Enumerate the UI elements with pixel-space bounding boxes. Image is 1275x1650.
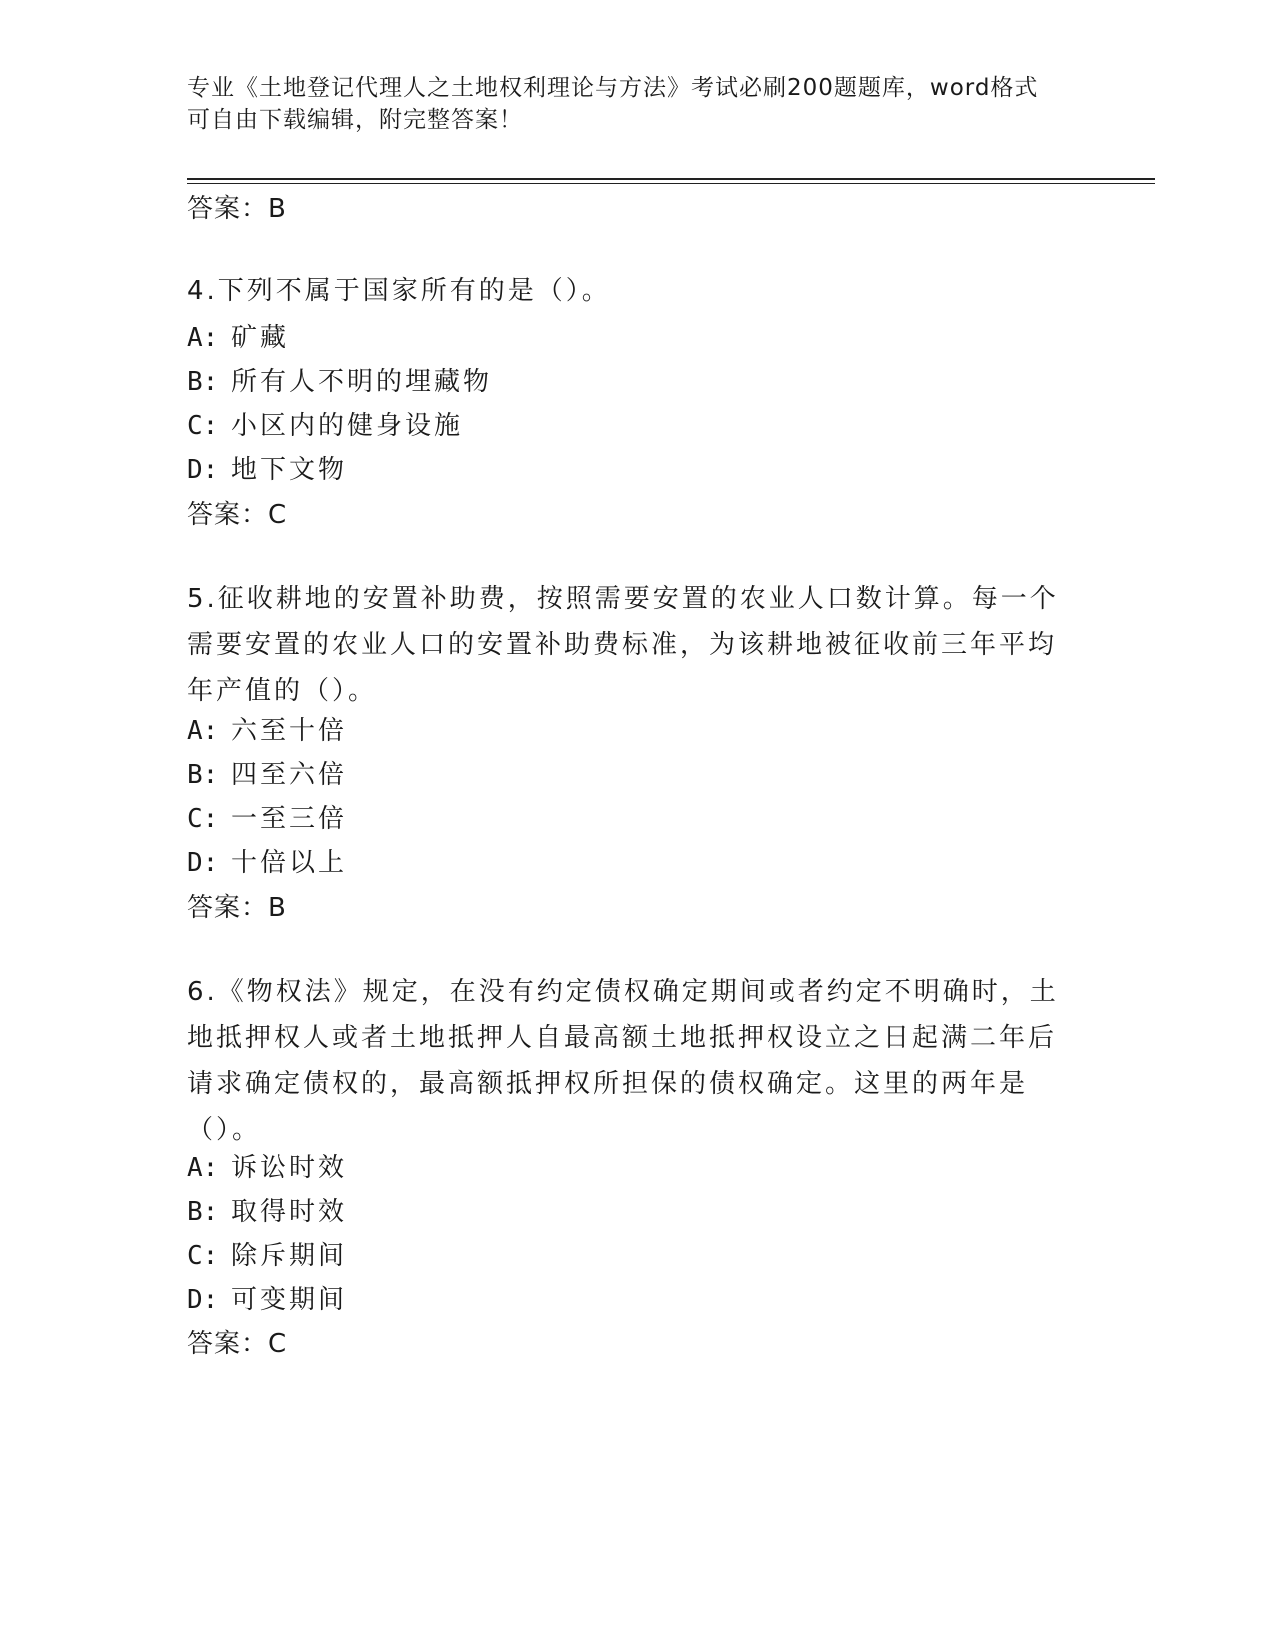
option-text: 所有人不明的埋藏物 <box>231 367 493 397</box>
option-text: 小区内的健身设施 <box>231 411 464 441</box>
header-divider-thick <box>187 178 1155 180</box>
header-divider-thin <box>187 183 1155 184</box>
option-text: 地下文物 <box>231 455 348 485</box>
question-4-option-b <box>187 365 492 399</box>
option-letter: D: <box>187 455 219 485</box>
option-letter: D: <box>187 848 219 878</box>
option-text: 矿藏 <box>231 323 290 353</box>
question-6-answer: 答案：C <box>187 1329 288 1359</box>
question-6-option-a <box>187 1151 347 1185</box>
answer-previous: 答案：B <box>187 194 287 224</box>
question-5-stem: 5.征收耕地的安置补助费，按照需要安置的农业人口数计算。每一个需要安置的农业人口的安置补助费标准，为该耕地被征收前三年平均年产值的（）。 <box>187 584 1059 706</box>
question-5-answer: 答案：B <box>187 893 287 923</box>
option-letter: D: <box>187 1285 219 1315</box>
question-4-option-c <box>187 409 463 443</box>
question-6-option-d <box>187 1283 347 1317</box>
option-text: 除斥期间 <box>231 1241 348 1271</box>
option-text: 一至三倍 <box>231 804 348 834</box>
option-letter: C: <box>187 411 219 441</box>
option-letter: B: <box>187 760 219 790</box>
option-text: 十倍以上 <box>231 848 348 878</box>
question-5-option-d <box>187 846 347 880</box>
question-6-stem: 6.《物权法》规定，在没有约定债权确定期间或者约定不明确时，土地抵押权人或者土地抵押人自最高额土地抵押权设立之日起满二年后请求确定债权的，最高额抵押权所担保的债权确定。这里的两年是（）。 <box>187 977 1059 1145</box>
option-text: 诉讼时效 <box>231 1153 348 1183</box>
header-line-2: 可自由下载编辑，附完整答案！ <box>187 107 523 133</box>
header-line-1: 专业《土地登记代理人之土地权利理论与方法》考试必刷200题题库，word格式 <box>187 75 1039 101</box>
option-text: 六至十倍 <box>231 716 348 746</box>
option-letter: C: <box>187 1241 219 1271</box>
option-letter: A: <box>187 323 219 353</box>
question-5-option-b <box>187 758 347 792</box>
option-letter: A: <box>187 1153 219 1183</box>
document-header <box>187 72 1067 136</box>
question-4-option-a <box>187 321 289 355</box>
question-6-option-b <box>187 1195 347 1229</box>
option-letter: B: <box>187 367 219 397</box>
question-4-stem: 4.下列不属于国家所有的是（）。 <box>187 276 611 306</box>
question-5-option-a <box>187 714 347 748</box>
option-text: 可变期间 <box>231 1285 348 1315</box>
question-6-option-c <box>187 1239 347 1273</box>
question-5-option-c <box>187 802 347 836</box>
option-letter: B: <box>187 1197 219 1227</box>
question-4-answer: 答案：C <box>187 500 288 530</box>
option-letter: C: <box>187 804 219 834</box>
option-text: 取得时效 <box>231 1197 348 1227</box>
question-4-option-d <box>187 453 347 487</box>
option-letter: A: <box>187 716 219 746</box>
option-text: 四至六倍 <box>231 760 348 790</box>
